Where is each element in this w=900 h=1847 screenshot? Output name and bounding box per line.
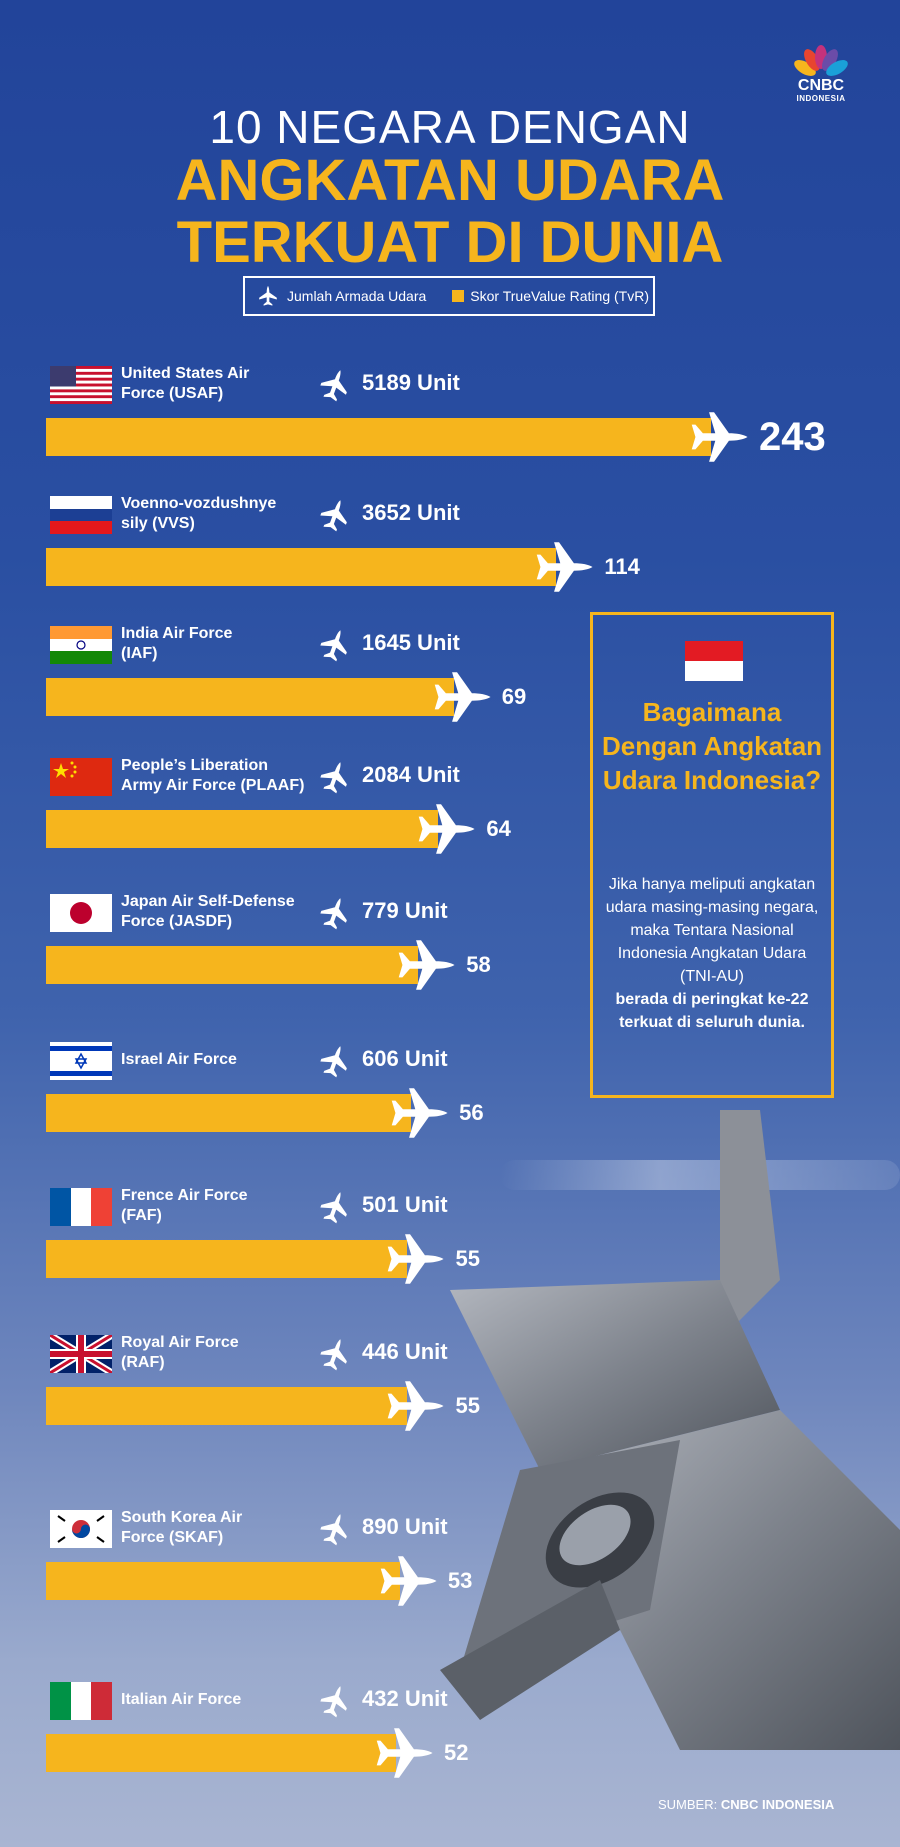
- jet-icon: [318, 368, 352, 402]
- tvr-bar: [46, 946, 418, 984]
- air-force-name: [121, 1186, 341, 1226]
- title-line-1: 10 NEGARA DENGAN: [209, 101, 691, 153]
- infobox-body-bold: berada di peringkat ke-22 terkuat di seluruh dunia.: [615, 991, 809, 1031]
- air-force-name-line-1: South Korea Air: [121, 1509, 243, 1526]
- air-force-name-line-2: Force (JASDF): [121, 913, 233, 930]
- china-flag-icon: [50, 758, 112, 796]
- jet-bar-icon: [683, 406, 755, 468]
- air-force-name-line-1: Frence Air Force: [121, 1187, 248, 1204]
- tvr-bar: [46, 1094, 411, 1132]
- air-force-name-line-1: People’s Liberation: [121, 757, 268, 774]
- fleet-count: 501 Unit: [362, 1192, 448, 1217]
- air-force-name-line-1: Italian Air Force: [121, 1691, 242, 1708]
- chart-row: [0, 486, 900, 596]
- air-force-name-line-2: Force (USAF): [121, 385, 224, 402]
- israel-flag-icon: [50, 1042, 112, 1080]
- usa-flag-icon: [50, 366, 112, 404]
- france-flag-icon: [50, 1188, 112, 1226]
- air-force-name: [121, 494, 341, 534]
- tvr-score: 69: [501, 684, 527, 709]
- jet-bar-icon: [426, 666, 498, 728]
- air-force-name-line-2: Army Air Force (PLAAF): [121, 777, 305, 794]
- air-force-name-line-1: India Air Force: [121, 625, 233, 642]
- jet-icon: [318, 628, 352, 662]
- chart-row: [0, 356, 900, 466]
- logo-text: CNBC: [797, 77, 845, 94]
- russia-flag-icon: [50, 496, 112, 534]
- legend: [243, 276, 655, 316]
- south-korea-flag-icon: [50, 1510, 112, 1548]
- air-force-name: [121, 1050, 341, 1070]
- fleet-count: 890 Unit: [362, 1514, 448, 1539]
- jet-bar-icon: [368, 1722, 440, 1784]
- tvr-bar: [46, 1734, 396, 1772]
- air-force-name: [121, 1333, 341, 1373]
- jet-bar-icon: [372, 1550, 444, 1612]
- italy-flag-icon: [50, 1682, 112, 1720]
- chart-row: [0, 1178, 900, 1288]
- tvr-score: 58: [466, 952, 491, 977]
- source-label: SUMBER:: [658, 1797, 718, 1812]
- jet-bar-icon: [390, 934, 462, 996]
- tvr-bar: [46, 1240, 407, 1278]
- air-force-name: [121, 1690, 341, 1710]
- air-force-name: [121, 624, 341, 664]
- tvr-bar: [46, 418, 711, 456]
- infobox-title: Bagaimana Dengan Angkatan Udara Indonesia?: [601, 697, 823, 795]
- tvr-score: 243: [759, 415, 826, 459]
- air-force-name: [121, 364, 341, 404]
- jet-bar-icon: [528, 536, 600, 598]
- air-force-name-line-2: sily (VVS): [121, 515, 195, 532]
- jet-icon: [318, 760, 352, 794]
- uk-flag-icon: [50, 1335, 112, 1373]
- tvr-score: 64: [486, 816, 511, 841]
- tvr-score: 52: [444, 1740, 469, 1765]
- fleet-count: 1645 Unit: [362, 630, 460, 655]
- jet-icon: [318, 1190, 352, 1224]
- indonesia-infobox: [590, 612, 834, 1098]
- fleet-count: 2084 Unit: [362, 762, 460, 787]
- air-force-name-line-2: (FAF): [121, 1207, 162, 1224]
- air-force-name-line-2: (IAF): [121, 645, 158, 662]
- source-credit: [658, 1797, 834, 1812]
- fleet-count: 432 Unit: [362, 1686, 448, 1711]
- air-force-name: [121, 892, 341, 932]
- air-force-name: [121, 1508, 341, 1548]
- air-force-name-line-1: Voenno-vozdushnye: [121, 495, 277, 512]
- infobox-body-text: Jika hanya meliputi angkatan udara masing-masing negara, maka Tentara Nasional Indonesia Angkatan Udara (TNI-AU): [605, 876, 819, 985]
- tvr-bar: [46, 810, 438, 848]
- chart-row: [0, 1500, 900, 1610]
- jet-icon: [318, 896, 352, 930]
- tvr-bar: [46, 1562, 400, 1600]
- title-line-3: TERKUAT DI DUNIA: [176, 210, 724, 275]
- air-force-name-line-1: Royal Air Force: [121, 1334, 239, 1351]
- jet-bar-icon: [410, 798, 482, 860]
- legend-score-swatch: [452, 290, 464, 302]
- infobox-body: [603, 873, 821, 1034]
- tvr-score: 55: [455, 1246, 480, 1271]
- tvr-bar: [46, 678, 454, 716]
- air-force-name-line-1: Japan Air Self-Defense: [121, 893, 295, 910]
- jet-icon: [257, 285, 279, 307]
- jet-icon: [318, 1044, 352, 1078]
- tvr-score: 114: [604, 554, 640, 579]
- air-force-name-line-1: United States Air: [121, 365, 250, 382]
- tvr-bar: [46, 1387, 407, 1425]
- title-line-2: ANGKATAN UDARA: [175, 148, 725, 213]
- jet-bar-icon: [383, 1082, 455, 1144]
- jet-icon: [318, 1512, 352, 1546]
- tvr-bar: [46, 548, 556, 586]
- fleet-count: 606 Unit: [362, 1046, 448, 1071]
- air-force-name-line-2: (RAF): [121, 1354, 165, 1371]
- fleet-count: 3652 Unit: [362, 500, 460, 525]
- chart-row: [0, 1325, 900, 1435]
- air-force-name: [121, 756, 341, 796]
- legend-score-label: Skor TrueValue Rating (TvR): [470, 288, 649, 304]
- air-force-name-line-1: Israel Air Force: [121, 1051, 237, 1068]
- fleet-count: 446 Unit: [362, 1339, 448, 1364]
- jet-bar-icon: [379, 1228, 451, 1290]
- jet-bar-icon: [379, 1375, 451, 1437]
- jet-icon: [318, 1337, 352, 1371]
- japan-flag-icon: [50, 894, 112, 932]
- india-flag-icon: [50, 626, 112, 664]
- tvr-score: 53: [447, 1568, 473, 1593]
- source-value: CNBC INDONESIA: [720, 1797, 835, 1812]
- air-force-name-line-2: Force (SKAF): [121, 1529, 224, 1546]
- logo-subtext: INDONESIA: [796, 94, 846, 103]
- jet-icon: [318, 1684, 352, 1718]
- fleet-count: 779 Unit: [362, 898, 448, 923]
- tvr-score: 56: [459, 1100, 484, 1125]
- tvr-score: 55: [455, 1393, 480, 1418]
- jet-icon: [318, 498, 352, 532]
- legend-fleet-label: Jumlah Armada Udara: [287, 288, 427, 304]
- indonesia-flag-icon: [685, 641, 743, 681]
- fleet-count: 5189 Unit: [362, 370, 460, 395]
- chart-row: [0, 1672, 900, 1782]
